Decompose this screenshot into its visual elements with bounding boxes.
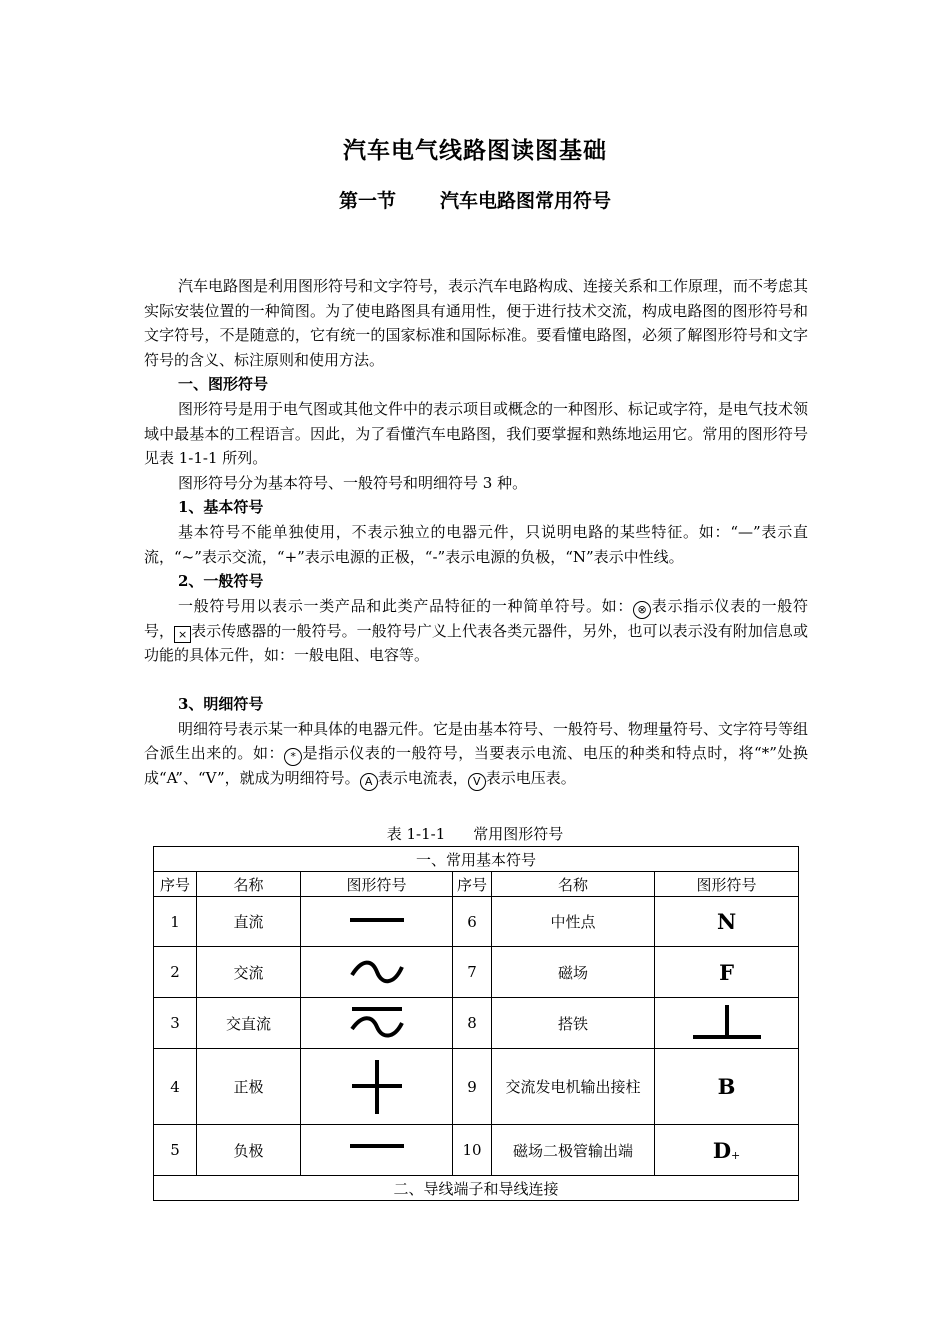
column-header: 序号	[453, 872, 492, 897]
symbol-name: 直流	[197, 897, 301, 947]
symbol-name: 磁场二极管输出端	[492, 1125, 655, 1176]
table-row	[154, 897, 799, 947]
symbol-name: 搭铁	[492, 998, 655, 1049]
star-meter-icon: *	[284, 748, 302, 766]
column-header: 名称	[197, 872, 301, 897]
heading-basic-symbols: 1、基本符号	[178, 498, 264, 517]
row-number: 2	[154, 947, 197, 998]
group-row	[154, 1176, 799, 1201]
row-number: 3	[154, 998, 197, 1049]
section-number: 第一节	[338, 190, 396, 212]
paragraph-detail-symbols	[144, 717, 808, 792]
symbol-name: 交流发电机输出接柱	[492, 1049, 655, 1125]
section-name: 汽车电路图常用符号	[440, 190, 612, 212]
intro-paragraph: 汽车电路图是利用图形符号和文字符号，表示汽车电路构成、连接关系和工作原理，而不考虑其实际安装位置的一种简图。为了使电路图具有通用性，便于进行技术交流，构成电路图的图形符号和文字符号，不是随意的，它有统一的国家标准和国际标准。要看懂电路图，必须了解图形符号和文字符号的含义、标注原则和使用方法。	[144, 277, 809, 369]
symbol-subscript: +	[731, 1148, 741, 1162]
heading-detail-symbols: 3、明细符号	[178, 694, 264, 713]
text-segment: 明细符号表示某一种具体的电器元件。它是由基本符号、一般符号、物理量符号、文字符号等组合派生出来的。如：	[144, 719, 809, 763]
symbol-name: 正极	[197, 1049, 301, 1125]
ground-symbol-icon	[655, 998, 799, 1049]
group-row	[154, 847, 799, 872]
field-symbol: F	[655, 947, 799, 998]
page-title: 汽车电气线路图读图基础	[343, 137, 607, 164]
row-number: 8	[453, 998, 492, 1049]
minus-symbol-icon	[301, 1125, 453, 1176]
group-title: 二、导线端子和导线连接	[154, 1176, 799, 1201]
output-terminal-symbol: B	[655, 1049, 799, 1125]
row-number: 9	[453, 1049, 492, 1125]
row-number: 10	[453, 1125, 492, 1176]
table-title: 常用图形符号	[473, 825, 564, 843]
spacer	[144, 668, 808, 692]
diode-output-symbol	[655, 1125, 799, 1176]
text-segment: 是指示仪表的一般符号，当要表示电流、电压的种类和特点时，将“*”处换成“A”、“V”，就成为明细符号。	[144, 744, 808, 788]
text-segment: 表示传感器的一般符号。一般符号广义上代表各类元器件，另外，也可以表示没有附加信息或功能的具体元件，如：一般电阻、电容等。	[144, 621, 808, 665]
column-header: 名称	[492, 872, 655, 897]
paragraph-general-symbols	[144, 594, 808, 668]
table-row	[154, 1125, 799, 1176]
text-segment: 表示指示仪表的一般符号，	[144, 596, 808, 640]
header-row	[154, 872, 799, 897]
symbols-table	[153, 846, 799, 1201]
ac-dc-symbol-icon	[301, 998, 453, 1049]
group-title: 一、常用基本符号	[154, 847, 799, 872]
row-number: 5	[154, 1125, 197, 1176]
column-header: 图形符号	[655, 872, 799, 897]
symbol-name: 交流	[197, 947, 301, 998]
symbol-name: 交直流	[197, 998, 301, 1049]
table-caption	[0, 823, 950, 844]
symbol-letter: D	[712, 1137, 732, 1163]
table-number: 表 1-1-1	[386, 825, 446, 843]
table-row	[154, 947, 799, 998]
meter-symbol-icon: ⊗	[633, 601, 651, 619]
column-header: 序号	[154, 872, 197, 897]
column-header: 图形符号	[301, 872, 453, 897]
dc-symbol-icon	[301, 897, 453, 947]
row-number: 7	[453, 947, 492, 998]
body-text	[144, 274, 808, 791]
symbol-name: 磁场	[492, 947, 655, 998]
ammeter-icon: A	[360, 773, 378, 791]
paragraph-symbol-types: 图形符号分为基本符号、一般符号和明细符号 3 种。	[178, 473, 528, 492]
text-segment: 表示电流表，	[377, 769, 468, 788]
row-number: 6	[453, 897, 492, 947]
row-number: 4	[154, 1049, 197, 1125]
text-segment: 表示电压表。	[485, 769, 576, 788]
table-row	[154, 1049, 799, 1125]
ac-symbol-icon	[301, 947, 453, 998]
neutral-symbol: N	[655, 897, 799, 947]
row-number: 1	[154, 897, 197, 947]
text-segment: 一般符号用以表示一类产品和此类产品特征的一种简单符号。如：	[178, 596, 634, 615]
plus-symbol-icon	[301, 1049, 453, 1125]
voltmeter-icon: V	[468, 773, 486, 791]
heading-general-symbols: 2、一般符号	[178, 572, 264, 591]
symbol-name: 负极	[197, 1125, 301, 1176]
section-heading	[0, 186, 950, 213]
paragraph-basic-symbols: 基本符号不能单独使用，不表示独立的电器元件，只说明电路的某些特征。如：“—”表示直流，“~”表示交流，“+”表示电源的正极，“-”表示电源的负极，“N”表示中性线。	[144, 522, 808, 566]
symbol-name: 中性点	[492, 897, 655, 947]
heading-graphic-symbols: 一、图形符号	[178, 375, 269, 394]
table-row	[154, 998, 799, 1049]
paragraph-graphic-symbols: 图形符号是用于电气图或其他文件中的表示项目或概念的一种图形、标记或字符，是电气技术领域中最基本的工程语言。因此，为了看懂汽车电路图，我们要掌握和熟练地运用它。常用的图形符号见表 1-1-1 所列。	[144, 399, 809, 468]
sensor-symbol-icon: ×	[174, 626, 191, 643]
